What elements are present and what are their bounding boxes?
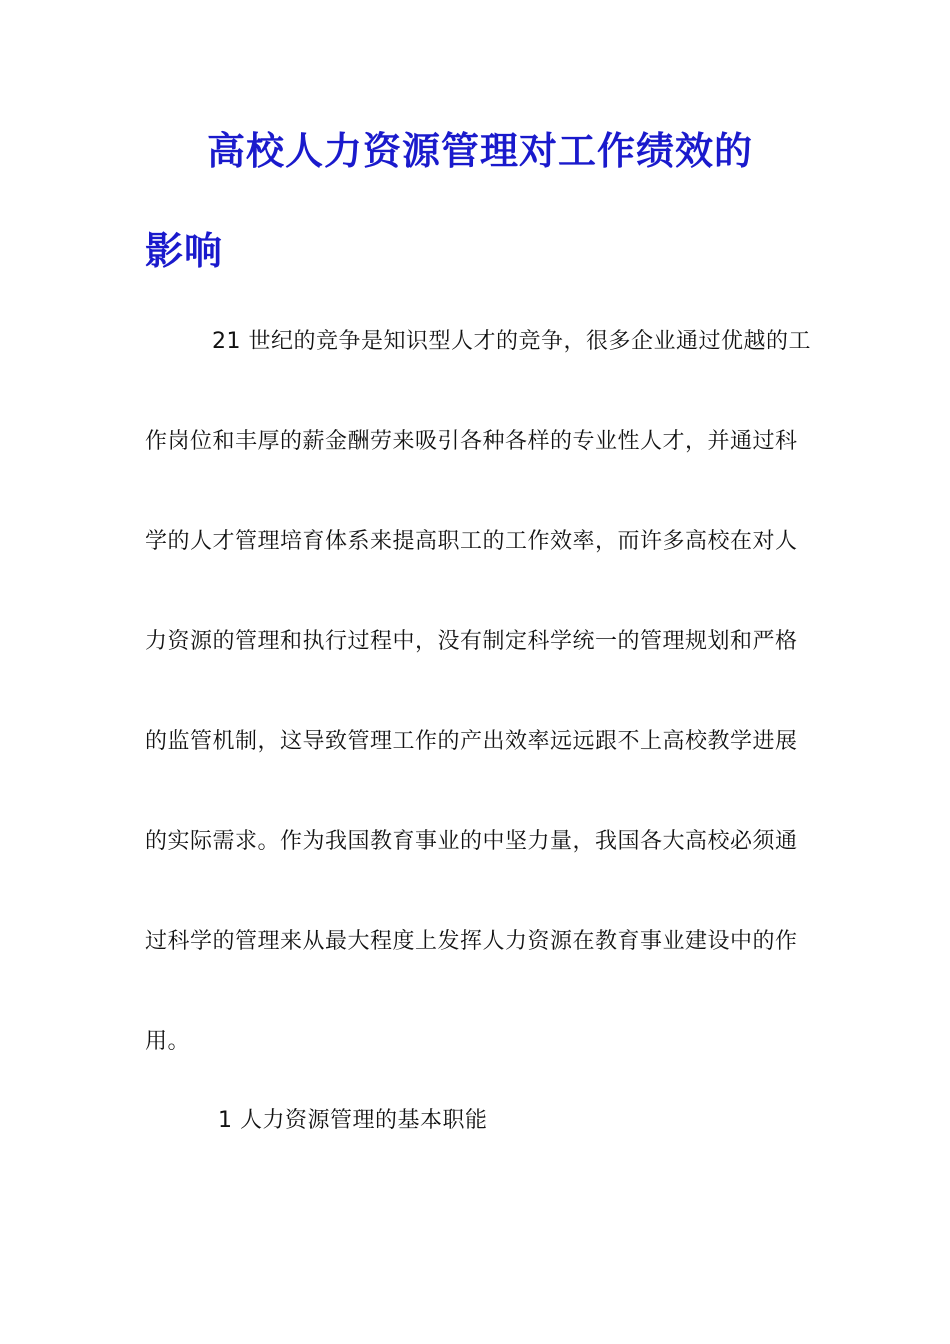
paragraph-line: 学的人才管理培育体系来提高职工的工作效率，而许多高校在对人 [145, 529, 798, 554]
paragraph-line: 作岗位和丰厚的薪金酬劳来吸引各种各样的专业性人才，并通过科 [145, 429, 798, 454]
paragraph-line: 用。 [145, 1029, 191, 1054]
document-title-line-2: 影响 [145, 229, 224, 273]
paragraph-line: 的监管机制，这导致管理工作的产出效率远远跟不上高校教学进展 [145, 729, 798, 754]
document-title-line-1: 高校人力资源管理对工作绩效的 [207, 129, 754, 173]
paragraph-line: 力资源的管理和执行过程中，没有制定科学统一的管理规划和严格 [145, 629, 798, 654]
paragraph-line: 过科学的管理来从最大程度上发挥人力资源在教育事业建设中的作 [145, 929, 798, 954]
paragraph-line: 21 世纪的竞争是知识型人才的竞争，很多企业通过优越的工 [212, 329, 811, 354]
section-heading: 1 人力资源管理的基本职能 [218, 1108, 488, 1133]
paragraph-line: 的实际需求。作为我国教育事业的中坚力量，我国各大高校必须通 [145, 829, 798, 854]
